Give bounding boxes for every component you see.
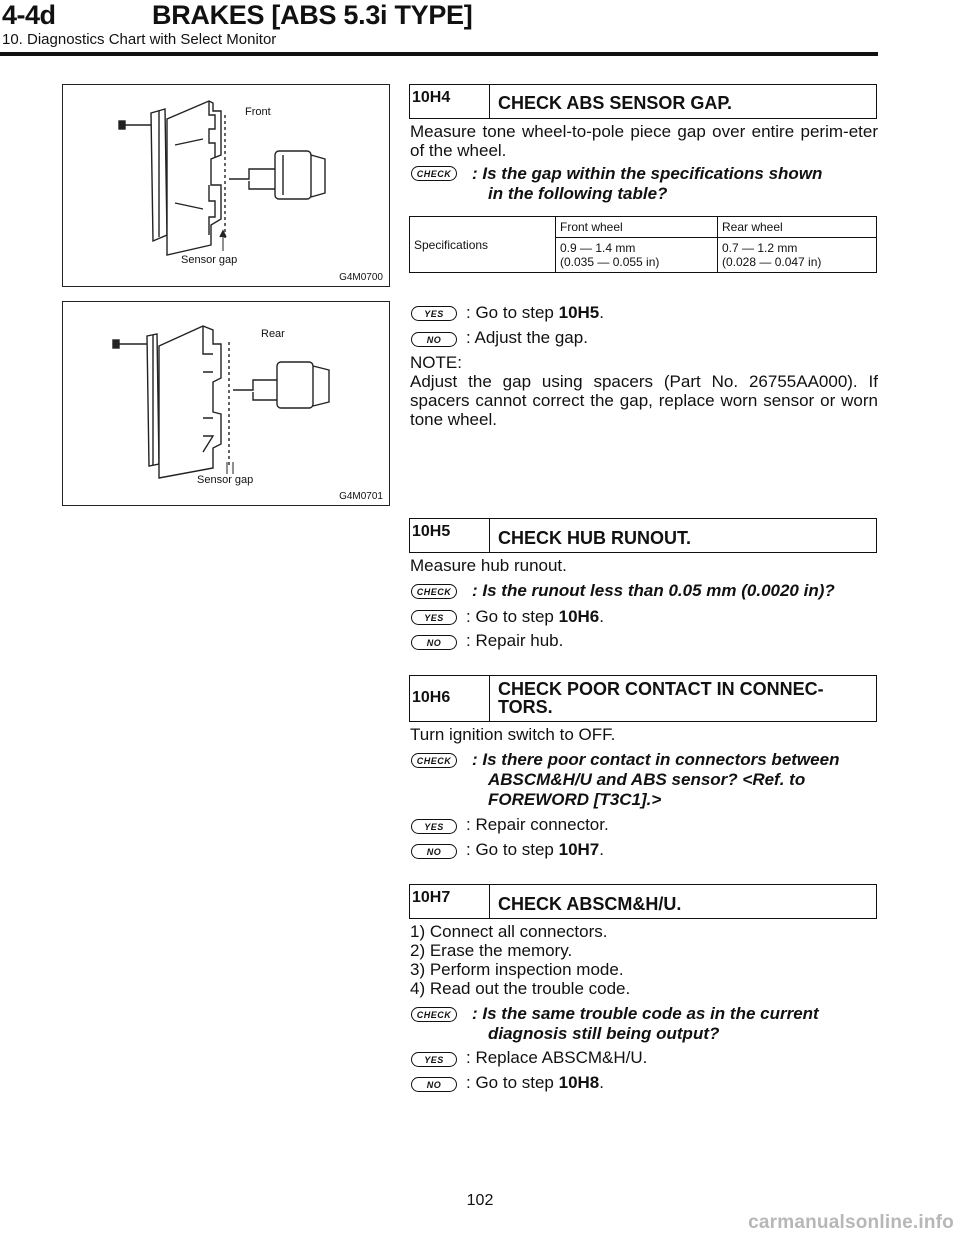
specifications-table	[409, 216, 877, 273]
step-10h7-question: : Is the same trouble code as in the current diagnosis still being output?	[472, 1004, 819, 1043]
step-10h4-question: : Is the gap within the specifications shown in the following table?	[472, 164, 823, 203]
figure-caption: G4M0700	[339, 272, 383, 283]
yes-badge: YES	[411, 1052, 457, 1067]
no-badge: NO	[411, 1077, 457, 1092]
spec-col-front: Front wheel	[556, 217, 718, 238]
front-label: Front	[245, 106, 271, 118]
spec-front-value: 0.9 — 1.4 mm (0.035 — 0.055 in)	[556, 238, 718, 273]
no-badge: NO	[411, 844, 457, 859]
watermark: carmanualsonline.info	[748, 1212, 954, 1233]
check-badge: CHECK	[411, 1007, 457, 1022]
figure-caption: G4M0701	[339, 491, 383, 502]
no-badge: NO	[411, 635, 457, 650]
step-title: CHECK POOR CONTACT IN CONNEC- TORS.	[498, 679, 824, 717]
step-10h5-instruction: Measure hub runout.	[410, 556, 567, 575]
figure-rear-sensor-gap	[62, 301, 390, 506]
step-link[interactable]: 10H6	[558, 607, 600, 626]
page-number: 102	[466, 1192, 494, 1209]
check-badge: CHECK	[411, 166, 457, 181]
step-10h5-question: : Is the runout less than 0.05 mm (0.0020 in)?	[472, 581, 835, 600]
step-10h6-header	[409, 675, 877, 722]
step-title: CHECK ABSCM&H/U.	[498, 894, 682, 914]
header-rule	[0, 52, 878, 56]
step-10h5-no: : Repair hub.	[466, 631, 564, 650]
step-title: CHECK HUB RUNOUT.	[498, 528, 691, 548]
check-badge: CHECK	[411, 584, 457, 599]
sensor-gap-label: Sensor gap	[197, 474, 254, 486]
note-label: NOTE:	[410, 353, 462, 372]
step-title: CHECK ABS SENSOR GAP.	[498, 93, 733, 113]
list-item: 4) Read out the trouble code.	[410, 979, 631, 998]
step-10h4-header	[409, 84, 877, 119]
list-item: 2) Erase the memory.	[410, 941, 573, 960]
spec-rear-value: 0.7 — 1.2 mm (0.028 — 0.047 in)	[718, 238, 877, 273]
spec-row-label: Specifications	[410, 217, 556, 273]
chapter-title: BRAKES [ABS 5.3i TYPE]	[152, 0, 473, 30]
step-10h4-yes: : Go to step 10H5.	[466, 303, 604, 322]
note-text: Adjust the gap using spacers (Part No. 26755AA000). If spacers cannot correct the gap, replace worn sensor or worn tone wheel.	[410, 372, 878, 429]
rear-label: Rear	[261, 328, 285, 340]
section-code: 4-4d	[2, 0, 56, 30]
step-10h4-instruction: Measure tone wheel-to-pole piece gap over entire perim-eter of the wheel.	[410, 122, 878, 160]
step-10h5-header	[409, 518, 877, 553]
step-10h7-no: : Go to step 10H8.	[466, 1073, 604, 1092]
page-header	[0, 0, 960, 60]
rear-sensor-illustration	[63, 302, 391, 507]
check-badge: CHECK	[411, 753, 457, 768]
step-10h7-procedure	[410, 922, 630, 998]
step-number: 10H6	[410, 676, 490, 721]
step-10h7-header	[409, 884, 877, 919]
step-10h6-no: : Go to step 10H7.	[466, 840, 604, 859]
yes-badge: YES	[411, 306, 457, 321]
yes-badge: YES	[411, 819, 457, 834]
list-item: 3) Perform inspection mode.	[410, 960, 624, 979]
no-badge: NO	[411, 332, 457, 347]
step-link[interactable]: 10H7	[558, 840, 600, 859]
step-10h7-yes: : Replace ABSCM&H/U.	[466, 1048, 648, 1067]
step-number: 10H4	[410, 85, 490, 118]
section-subtitle: 10. Diagnostics Chart with Select Monitor	[2, 31, 277, 48]
step-number: 10H7	[410, 885, 490, 918]
step-10h6-yes: : Repair connector.	[466, 815, 609, 834]
yes-badge: YES	[411, 610, 457, 625]
step-link[interactable]: 10H8	[558, 1073, 600, 1092]
figure-front-sensor-gap	[62, 84, 390, 287]
front-sensor-illustration	[63, 85, 391, 288]
step-link[interactable]: 10H5	[558, 303, 600, 322]
step-10h6-instruction: Turn ignition switch to OFF.	[410, 725, 616, 744]
step-10h5-yes: : Go to step 10H6.	[466, 607, 604, 626]
sensor-gap-label: Sensor gap	[181, 254, 238, 266]
step-number: 10H5	[410, 519, 490, 552]
list-item: 1) Connect all connectors.	[410, 922, 608, 941]
spec-col-rear: Rear wheel	[718, 217, 877, 238]
step-10h4-no: : Adjust the gap.	[466, 328, 588, 347]
step-10h6-question: : Is there poor contact in connectors between ABSCM&H/U and ABS sensor? <Ref. to FOREWORD [T3C1].>	[472, 750, 840, 809]
